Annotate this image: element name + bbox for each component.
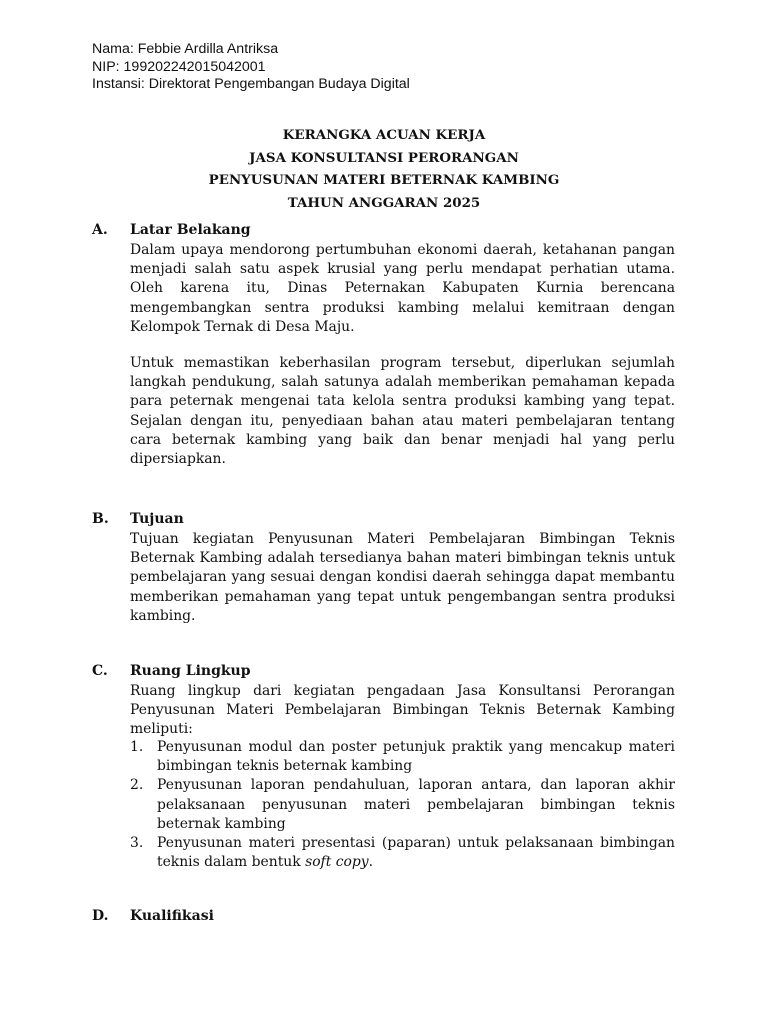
list-item-text: Penyusunan modul dan poster petunjuk praktik yang mencakup materi bimbingan teknis beternak kambing	[157, 739, 675, 775]
list-item-number: 1.	[130, 739, 144, 755]
section-b-letter: B.	[92, 511, 109, 527]
section-a-paragraph-2: Untuk memastikan keberhasilan program tersebut, diperlukan sejumlah langkah pendukung, salah satunya adalah memberikan pemahaman kepada para peternak mengenai tata kelola sentra produksi kambing yang tepat. Sejalan dengan itu, penyediaan bahan atau materi pembelajaran tentang cara beternak kambing yang baik dan benar menjadi hal yang perlu dipersiapkan.	[130, 355, 675, 468]
section-a-letter: A.	[92, 222, 108, 238]
list-item-text-after: .	[368, 854, 373, 871]
list-item-text: Penyusunan laporan pendahuluan, laporan antara, dan laporan akhir pelaksanaan penyusunan materi pembelajaran bimbingan teknis beternak kambing	[157, 777, 675, 832]
author-nip: NIP: 199202242015042001	[92, 58, 266, 75]
author-instansi: Instansi: Direktorat Pengembangan Budaya Digital	[92, 76, 410, 92]
section-b-paragraph-1: Tujuan kegiatan Penyusunan Materi Pembelajaran Bimbingan Teknis Beternak Kambing adalah tersedianya bahan materi bimbingan teknis untuk pembelajaran yang sesuai dengan kondisi daerah sehingga dapat membantu memberikan pemahaman yang tepat untuk pengembangan sentra produksi kambing.	[130, 531, 675, 624]
list-item-text-before: Penyusunan materi presentasi (paparan) untuk pelaksanaan bimbingan teknis dalam bentuk	[157, 835, 675, 871]
author-name: Nama: Febbie Ardilla Antriksa	[92, 41, 279, 57]
title-line-2: JASA KONSULTANSI PERORANGAN	[249, 149, 519, 166]
section-c-letter: C.	[92, 663, 108, 679]
list-item-number: 3.	[130, 835, 144, 852]
list-item-text-italic: soft copy	[305, 854, 369, 871]
list-item-number: 2.	[130, 777, 144, 794]
section-c-intro: Ruang lingkup dari kegiatan pengadaan Jasa Konsultansi Perorangan Penyusunan Materi Pembelajaran Bimbingan Teknis Beternak Kambing meliputi:	[130, 683, 675, 738]
document-title	[92, 124, 676, 214]
section-a-heading: Latar Belakang	[130, 222, 251, 238]
section-d-heading: Kualifikasi	[130, 908, 214, 924]
list-item	[130, 834, 675, 872]
list-item	[130, 738, 675, 776]
section-b-heading: Tujuan	[130, 511, 184, 527]
title-line-1: KERANGKA ACUAN KERJA	[282, 127, 486, 143]
scope-list	[130, 738, 675, 872]
section-a-paragraph-1: Dalam upaya mendorong pertumbuhan ekonomi daerah, ketahanan pangan menjadi salah satu aspek krusial yang perlu mendapat perhatian utama. Oleh karena itu, Dinas Peternakan Kabupaten Kurnia berencana mengembangkan sentra produksi kambing melalui kemitraan dengan Kelompok Ternak di Desa Maju.	[130, 242, 675, 335]
title-line-4: TAHUN ANGGARAN 2025	[287, 194, 481, 211]
section-d-letter: D.	[92, 908, 109, 924]
title-line-3: PENYUSUNAN MATERI BETERNAK KAMBING	[208, 172, 560, 188]
list-item	[130, 776, 675, 834]
section-c-heading: Ruang Lingkup	[130, 663, 251, 679]
author-info	[92, 41, 410, 94]
